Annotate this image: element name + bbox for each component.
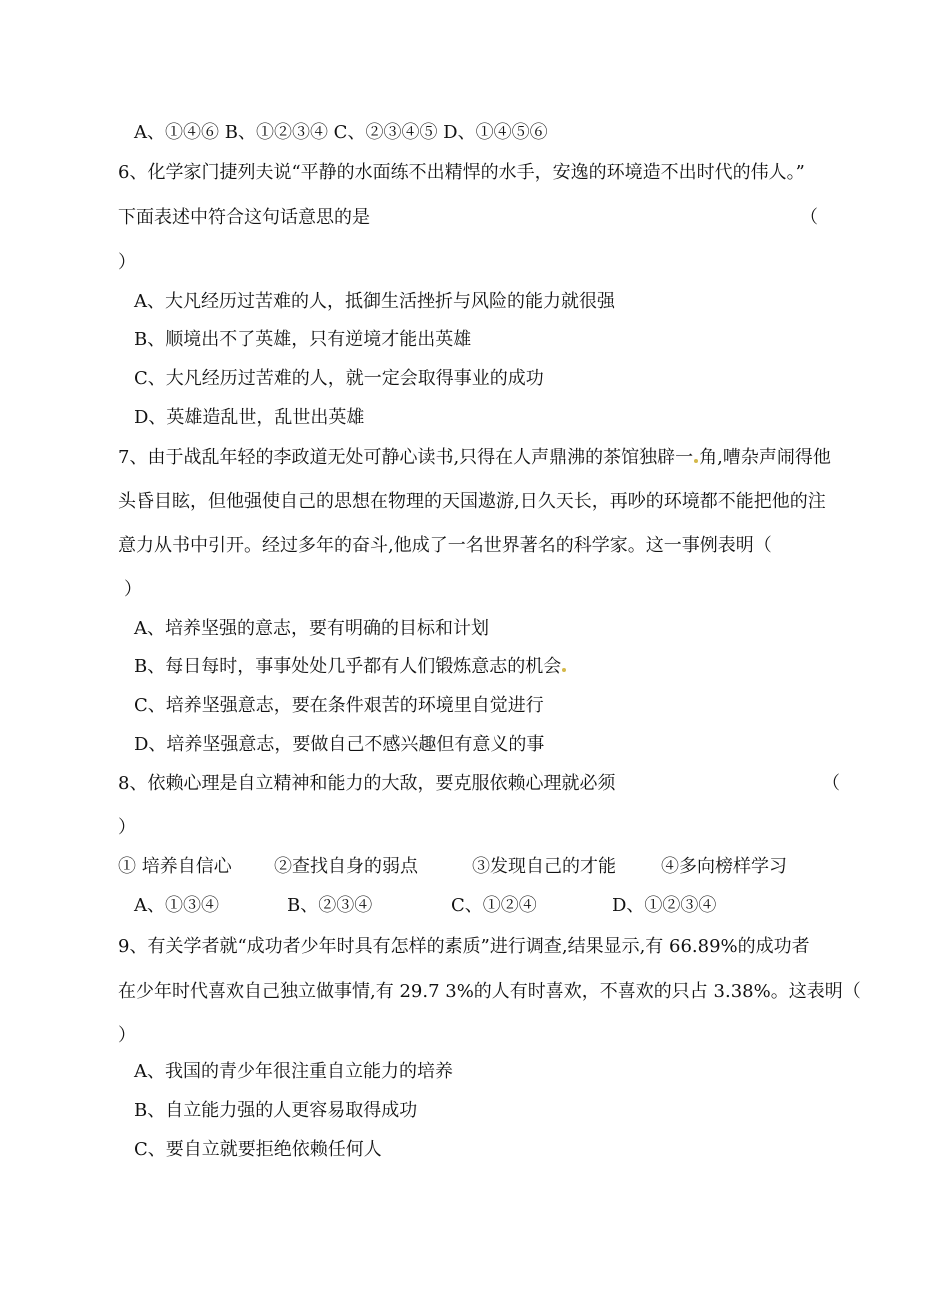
q9-option-c: C、要自立就要拒绝依赖任何人 — [134, 1139, 382, 1160]
q8-paren-close: ） — [118, 817, 136, 838]
q6-option-a: A、大凡经历过苦难的人，抵御生活挫折与风险的能力就很强 — [134, 291, 615, 312]
q7-stem-line2: 头昏目眩，但他强使自己的思想在物理的天国遨游,日久天长，再吵的环境都不能把他的注 — [118, 491, 826, 512]
q9-option-b: B、自立能力强的人更容易取得成功 — [134, 1100, 418, 1121]
q7-option-b — [134, 652, 567, 682]
q7-stem-line1a: 7、由于战乱年轻的李政道无处可静心读书,只得在人声鼎沸的茶馆独辟一 — [118, 447, 694, 468]
q8-items — [118, 852, 838, 882]
q9-paren-close: ） — [118, 1025, 136, 1046]
q7-option-c: C、培养坚强意志，要在条件艰苦的环境里自觉进行 — [134, 695, 544, 716]
q7-stem-line3: 意力从书中引开。经过多年的奋斗,他成了一名世界著名的科学家。这一事例表明（ — [118, 535, 772, 556]
q7-option-b-text: B、每日每时，事事处处几乎都有人们锻炼意志的机会 — [134, 656, 562, 677]
q6-paren-open: （ — [800, 207, 818, 228]
q7-stem-line1b: 角,嘈杂声闹得他 — [699, 447, 831, 468]
q6-option-b: B、顺境出不了英雄，只有逆境才能出英雄 — [134, 329, 472, 350]
mark-dot — [562, 668, 566, 672]
q6-stem-line1: 6、化学家门捷列夫说“平静的水面练不出精悍的水手，安逸的环境造不出时代的伟人。” — [118, 162, 805, 183]
mark-dot — [694, 459, 698, 463]
q6-option-c: C、大凡经历过苦难的人，就一定会取得事业的成功 — [134, 368, 544, 389]
q8-item-2: ②查找自身的弱点 — [274, 856, 418, 877]
q8-option-b: B、②③④ — [287, 895, 373, 916]
q8-item-3: ③发现自己的才能 — [472, 856, 616, 877]
q6-stem-line2: 下面表述中符合这句话意思的是 — [118, 207, 370, 228]
q6-option-d: D、英雄造乱世，乱世出英雄 — [134, 407, 365, 428]
q7-paren-close: ） — [124, 579, 142, 600]
q8-options — [134, 891, 834, 921]
q6-paren-close: ） — [118, 252, 136, 273]
q7-option-a: A、培养坚强的意志，要有明确的目标和计划 — [134, 618, 489, 639]
q8-option-c: C、①②④ — [451, 895, 537, 916]
q5-options: A、①④⑥ B、①②③④ C、②③④⑤ D、①④⑤⑥ — [134, 122, 548, 143]
q8-paren-open: （ — [822, 773, 840, 794]
q9-stem-line2: 在少年时代喜欢自己独立做事情,有 29.7 3%的人有时喜欢，不喜欢的只占 3.38%。这表明（ — [118, 981, 861, 1002]
q9-option-a: A、我国的青少年很注重自立能力的培养 — [134, 1061, 453, 1082]
q8-option-a: A、①③④ — [134, 895, 219, 916]
q9-stem-line1: 9、有关学者就“成功者少年时具有怎样的素质”进行调查,结果显示,有 66.89%的成功者 — [118, 936, 810, 957]
q8-option-d: D、①②③④ — [612, 895, 717, 916]
q7-stem-line1 — [118, 443, 831, 473]
q8-item-4: ④多向榜样学习 — [661, 856, 787, 877]
q7-option-d: D、培养坚强意志，要做自己不感兴趣但有意义的事 — [134, 734, 545, 755]
q8-item-1: ① 培养自信心 — [118, 856, 232, 877]
q8-stem: 8、依赖心理是自立精神和能力的大敌，要克服依赖心理就必须 — [118, 773, 616, 794]
